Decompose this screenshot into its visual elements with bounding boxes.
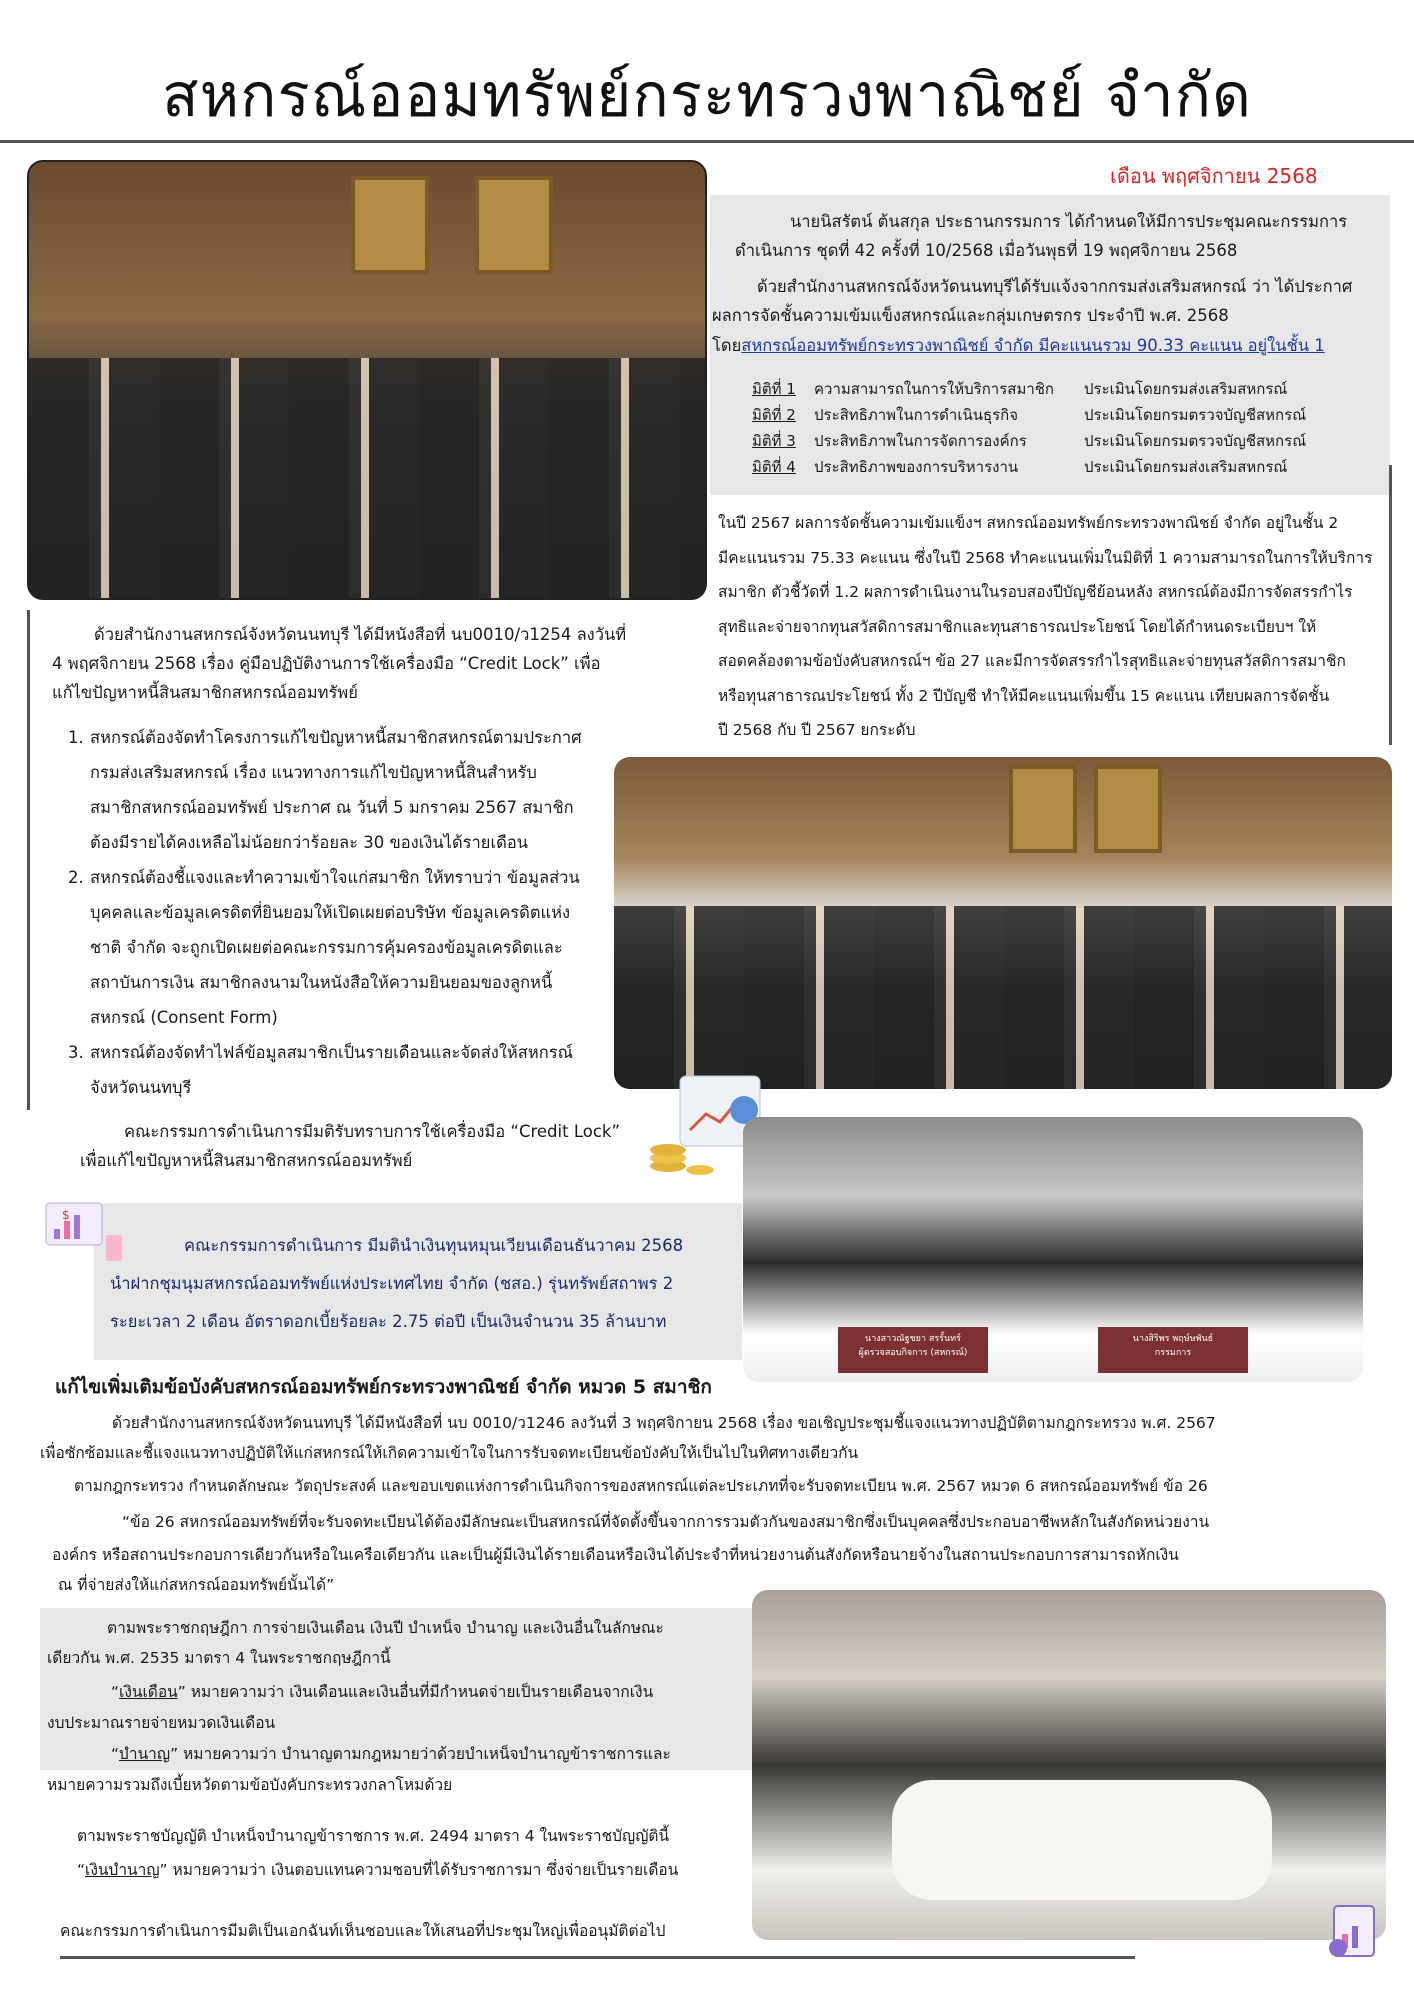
list-text: กรมส่งเสริมสหกรณ์ เรื่อง แนวทางการแก้ไขปัญหาหนี้สินสำหรับ xyxy=(90,763,537,782)
list-number: 3. xyxy=(68,1043,84,1062)
portrait-frame-right xyxy=(1094,765,1162,853)
list-text: สหกรณ์ต้องจัดทำโครงการแก้ไขปัญหาหนี้สมาชิกสหกรณ์ตามประกาศ xyxy=(90,728,582,747)
dimension-assessor: ประเมินโดยกรมส่งเสริมสหกรณ์ xyxy=(1084,458,1288,476)
portrait-frame-left xyxy=(1009,765,1077,853)
assessment-para-2: ผลการจัดชั้นความเข้มแข็งสหกรณ์และกลุ่มเกษตรกร ประจำปี พ.ศ. 2568 xyxy=(712,306,1229,325)
intro-line: ด้วยสำนักงานสหกรณ์จังหวัดนนทบุรี ได้มีหนังสือที่ นบ0010/ว1254 ลงวันที่ xyxy=(94,625,627,644)
list-text: สมาชิกสหกรณ์ออมทรัพย์ ประกาศ ณ วันที่ 5 มกราคม 2567 สมาชิก xyxy=(90,798,574,817)
nameplate-2-name: นางสิริพร พฤษ์ษพันธ์ xyxy=(1132,1334,1214,1344)
dimension-row xyxy=(752,376,1372,402)
dimension-label: มิติที่ 3 xyxy=(752,432,796,450)
decree-line: ตามพระราชกฤษฎีกา การจ่ายเงินเดือน เงินปี บำเหน็จ บำนาญ และเงินอื่นในลักษณะ xyxy=(107,1619,664,1637)
list-item xyxy=(68,720,648,860)
list-text: สถาบันการเงิน สมาชิกลงนามในหนังสือให้ความยินยอมของลูกหนี้ xyxy=(90,973,553,992)
nameplate-1-name: นางสาวณัฐชยา สรรั้นทร์ xyxy=(865,1334,961,1344)
dimensions-table xyxy=(752,376,1372,480)
nameplate-2 xyxy=(1098,1327,1248,1373)
pension-definition: “บำนาญ” หมายความว่า บำนาญตามกฎหมายว่าด้วยบำเหน็จบำนาญข้าราชการและ xyxy=(111,1745,671,1763)
investment-line: นำฝากชุมนุมสหกรณ์ออมทรัพย์แห่งประเทศไทย จำกัด (ชสอ.) รุ่นทรัพย์สถาพร 2 xyxy=(110,1274,674,1293)
pension-money-term: เงินบำนาญ xyxy=(85,1861,160,1879)
dimension-assessor: ประเมินโดยกรมตรวจบัญชีสหกรณ์ xyxy=(1084,432,1307,450)
bylaw-para: ด้วยสำนักงานสหกรณ์จังหวัดนนทบุรี ได้มีหนังสือที่ นบ 0010/ว1246 ลงวันที่ 3 พฤศจิกายน 2568 เรื่อง ขอเชิญประชุมชี้แจงแนวทางปฏิบัติตามกฎกระทรวง พ.ศ. 2567 xyxy=(112,1414,1216,1432)
comparison-line: ปี 2568 กับ ปี 2567 ยกระดับ xyxy=(718,721,916,739)
list-text: จังหวัดนนทบุรี xyxy=(90,1078,192,1097)
credit-lock-resolution xyxy=(80,1117,670,1175)
list-text: สหกรณ์ (Consent Form) xyxy=(90,1008,278,1027)
bylaw-quote: ณ ที่จ่ายส่งให้แก่สหกรณ์ออมทรัพย์นั้นได้” xyxy=(58,1576,335,1594)
assessment-para-1: ด้วยสำนักงานสหกรณ์จังหวัดนนทบุรีได้รับแจ้งจากกรมส่งเสริมสหกรณ์ ว่า ได้ประกาศ xyxy=(757,277,1353,296)
issue-month: เดือน พฤศจิกายน 2568 xyxy=(1110,164,1318,188)
comparison-line: หรือทุนสาธารณประโยชน์ ทั้ง 2 ปีบัญชี ทำให้มีคะแนนเพิ่มขึ้น 15 คะแนน เทียบผลการจัดชั้น xyxy=(718,686,1330,705)
dimension-assessor: ประเมินโดยกรมส่งเสริมสหกรณ์ xyxy=(1084,380,1288,398)
pension-money-definition: “เงินบำนาญ” หมายความว่า เงินตอบแทนความชอบที่ได้รับราชการมา ซึ่งจ่ายเป็นรายเดือน xyxy=(77,1861,679,1879)
dimension-row xyxy=(752,402,1372,428)
dimension-desc: ความสามารถในการให้บริการสมาชิก xyxy=(814,380,1055,398)
nameplate-1-role: ผู้ตรวจสอบกิจการ (สหกรณ์) xyxy=(858,1348,968,1358)
svg-text:$: $ xyxy=(62,1208,70,1222)
bylaw-heading: แก้ไขเพิ่มเติมข้อบังคับสหกรณ์ออมทรัพย์กระทรวงพาณิชย์ จำกัด หมวด 5 สมาชิก xyxy=(55,1376,712,1398)
list-text: บุคคลและข้อมูลเครดิตที่ยินยอมให้เปิดเผยต่อบริษัท ข้อมูลเครดิตแห่ง xyxy=(90,903,571,922)
title-divider xyxy=(0,140,1414,143)
decree-line: งบประมาณรายจ่ายหมวดเงินเดือน xyxy=(47,1714,276,1732)
dimension-desc: ประสิทธิภาพในการดำเนินธุรกิจ xyxy=(814,406,1019,424)
resolution-line: คณะกรรมการดำเนินการมีมติรับทราบการใช้เครื่องมือ “Credit Lock” xyxy=(124,1122,620,1141)
document-report-icon xyxy=(1320,1900,1384,1964)
meeting-line-1: นายนิสรัตน์ ต้นสกุล ประธานกรรมการ ได้กำหนดให้มีการประชุมคณะกรรมการ xyxy=(790,212,1348,231)
intro-line: 4 พฤศจิกายน 2568 เรื่อง คู่มือปฏิบัติงานการใช้เครื่องมือ “Credit Lock” เพื่อ xyxy=(52,654,601,673)
investment-line: ระยะเวลา 2 เดือน อัตราดอกเบี้ยร้อยละ 2.75 ต่อปี เป็นเงินจำนวน 35 ล้านบาท xyxy=(110,1312,667,1331)
salary-def-1: ” หมายความว่า เงินเดือนและเงินอื่นที่มีกำหนดจ่ายเป็นรายเดือนจากเงิน xyxy=(177,1683,654,1701)
act-text xyxy=(77,1819,757,1887)
bylaw-quote: “ข้อ 26 สหกรณ์ออมทรัพย์ที่จะรับจดทะเบียนได้ต้องมีลักษณะเป็นสหกรณ์ที่จัดตั้งขึ้นจากการรวมตัวกันของสมาชิกซึ่งเป็นบุคคลซึ่งประกอบอาชีพหลักในสังกัดหน่วยงาน xyxy=(122,1513,1210,1531)
page-title: สหกรณ์ออมทรัพย์กระทรวงพาณิชย์ จำกัด xyxy=(161,61,1253,131)
list-text: ต้องมีรายได้คงเหลือไม่น้อยกว่าร้อยละ 30 ของเงินได้รายเดือน xyxy=(90,833,529,852)
dimension-assessor: ประเมินโดยกรมตรวจบัญชีสหกรณ์ xyxy=(1084,406,1307,424)
portrait-frame-right xyxy=(475,176,553,274)
pension-money-def: ” หมายความว่า เงินตอบแทนความชอบที่ได้รับราชการมา ซึ่งจ่ายเป็นรายเดือน xyxy=(159,1861,679,1879)
intro-line: แก้ไขปัญหาหนี้สินสมาชิกสหกรณ์ออมทรัพย์ xyxy=(52,683,358,702)
investment-line: คณะกรรมการดำเนินการ มีมตินำเงินทุนหมุนเวียนเดือนธันวาคม 2568 xyxy=(184,1236,684,1255)
list-number: 2. xyxy=(68,868,84,887)
investment-text xyxy=(110,1227,750,1341)
dimension-desc: ประสิทธิภาพในการจัดการองค์กร xyxy=(814,432,1027,450)
decree-line: เดียวกัน พ.ศ. 2535 มาตรา 4 ในพระราชกฤษฎีกานี้ xyxy=(47,1649,391,1667)
comparison-line: สมาชิก ตัวชี้วัดที่ 1.2 ผลการดำเนินงานในรอบสองปีบัญชีย้อนหลัง สหกรณ์ต้องมีการจัดสรรกำไร xyxy=(718,583,1353,601)
dimension-label: มิติที่ 1 xyxy=(752,380,796,398)
meeting-line-2: ดำเนินการ ชุดที่ 42 ครั้งที่ 10/2568 เมื่อวันพุธที่ 19 พฤศจิกายน 2568 xyxy=(735,241,1238,260)
people-silhouettes xyxy=(29,358,705,598)
salary-term: เงินเดือน xyxy=(119,1683,178,1701)
assessment-prefix: โดย xyxy=(712,336,742,355)
comparison-line: สอดคล้องตามข้อบังคับสหกรณ์ฯ ข้อ 27 และมีการจัดสรรกำไรสุทธิและจ่ายทุนสวัสดิการสมาชิก xyxy=(718,652,1346,670)
comparison-line: สุทธิและจ่ายจากทุนสวัสดิการสมาชิกและทุนสาธารณประโยชน์ โดยได้กำหนดระเบียบฯ ให้ xyxy=(718,617,1317,636)
people-silhouettes xyxy=(614,906,1392,1089)
nameplate-2-role: กรรมการ xyxy=(1154,1348,1192,1358)
comparison-line: มีคะแนนรวม 75.33 คะแนน ซึ่งในปี 2568 ทำคะแนนเพิ่มในมิติที่ 1 ความสามารถในการให้บริการ xyxy=(718,548,1373,567)
comparison-paragraph xyxy=(718,506,1388,748)
nameplate-1 xyxy=(838,1327,988,1373)
dimension-row xyxy=(752,454,1372,480)
photo-meeting-vote xyxy=(752,1590,1386,1940)
resolution-line: เพื่อแก้ไขปัญหาหนี้สินสมาชิกสหกรณ์ออมทรัพย์ xyxy=(80,1151,413,1170)
pension-def-1: ” หมายความว่า บำนาญตามกฎหมายว่าด้วยบำเหน็จบำนาญข้าราชการและ xyxy=(170,1745,671,1763)
list-item xyxy=(68,1035,648,1105)
bottom-divider xyxy=(60,1956,1135,1959)
comparison-line: ในปี 2567 ผลการจัดชั้นความเข้มแข็งฯ สหกรณ์ออมทรัพย์กระทรวงพาณิชย์ จำกัด อยู่ในชั้น 2 xyxy=(718,514,1339,532)
list-text: สหกรณ์ต้องชี้แจงและทำความเข้าใจแก่สมาชิก ให้ทราบว่า ข้อมูลส่วน xyxy=(90,868,580,887)
portrait-frame-left xyxy=(351,176,429,274)
vertical-accent-line xyxy=(1389,465,1392,745)
credit-lock-left-bar xyxy=(27,610,30,1110)
decree-text xyxy=(47,1613,747,1797)
list-text: ชาติ จำกัด จะถูกเปิดเผยต่อคณะกรรมการคุ้มครองข้อมูลเครดิตและ xyxy=(90,938,563,957)
dimension-desc: ประสิทธิภาพของการบริหารงาน xyxy=(814,458,1019,476)
bylaw-para: เพื่อซักซ้อมและชี้แจงแนวทางปฏิบัติให้แก่สหกรณ์ให้เกิดความเข้าใจในการรับจดทะเบียนข้อบังคับให้เป็นไปในทิศทางเดียวกัน xyxy=(40,1444,859,1462)
bylaw-body xyxy=(40,1408,1400,1600)
score-highlight-link[interactable]: สหกรณ์ออมทรัพย์กระทรวงพาณิชย์ จำกัด มีคะแนนรวม 90.33 คะแนน อยู่ในชั้น 1 xyxy=(741,336,1325,355)
list-item xyxy=(68,860,648,1035)
decree-line: หมายความรวมถึงเบี้ยหวัดตามข้อบังคับกระทรวงกลาโหมด้วย xyxy=(47,1776,453,1794)
photo-committee-group-2 xyxy=(614,757,1392,1089)
pension-term: บำนาญ xyxy=(119,1745,171,1763)
conclusion: คณะกรรมการดำเนินการมีมติเป็นเอกฉันท์เห็นชอบและให้เสนอที่ประชุมใหญ่เพื่ออนุมัติต่อไป xyxy=(60,1922,666,1940)
list-text: สหกรณ์ต้องจัดทำไฟล์ข้อมูลสมาชิกเป็นรายเดือนและจัดส่งให้สหกรณ์ xyxy=(90,1043,573,1062)
photo-meeting-table xyxy=(743,1117,1363,1382)
list-number: 1. xyxy=(68,728,84,747)
dimension-label: มิติที่ 2 xyxy=(752,406,796,424)
conference-table xyxy=(892,1780,1272,1900)
bylaw-quote: องค์กร หรือสถานประกอบการเดียวกันหรือในเครือเดียวกัน และเป็นผู้มีเงินได้รายเดือนหรือเงินได้ประจำที่หน่วยงานต้นสังกัดหรือนายจ้างในสถานประกอบการสามารถหักเงิน xyxy=(52,1546,1179,1564)
dimension-label: มิติที่ 4 xyxy=(752,458,796,476)
credit-lock-list xyxy=(68,720,648,1105)
salary-definition: “เงินเดือน” หมายความว่า เงินเดือนและเงินอื่นที่มีกำหนดจ่ายเป็นรายเดือนจากเงิน xyxy=(111,1683,654,1701)
act-line: ตามพระราชบัญญัติ บำเหน็จบำนาญข้าราชการ พ.ศ. 2494 มาตรา 4 ในพระราชบัญญัตินี้ xyxy=(77,1827,670,1845)
photo-committee-group-1 xyxy=(27,160,707,600)
bylaw-para: ตามกฎกระทรวง กำหนดลักษณะ วัตถุประสงค์ และขอบเขตแห่งการดำเนินกิจการของสหกรณ์แต่ละประเภทที่จะรับจดทะเบียน พ.ศ. 2567 หมวด 6 สหกรณ์ออมทรัพย์ ข้อ 26 xyxy=(74,1477,1208,1495)
credit-lock-intro xyxy=(52,620,662,707)
dimension-row xyxy=(752,428,1372,454)
assessment-para-3 xyxy=(712,331,1325,360)
